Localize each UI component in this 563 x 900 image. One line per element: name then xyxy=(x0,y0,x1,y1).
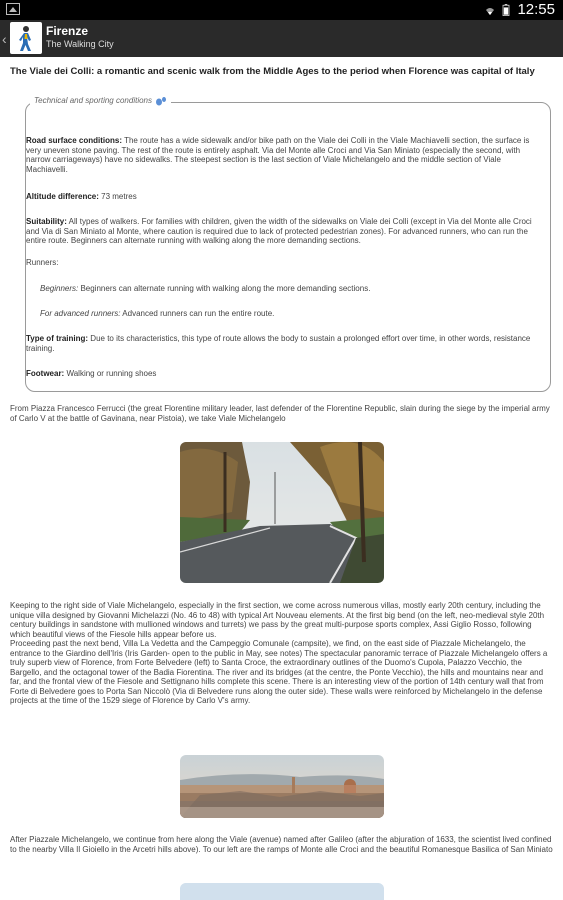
wifi-icon xyxy=(485,4,495,16)
article-heading: The Viale dei Colli: a romantic and scenic walk from the Middle Ages to the period when Florence was capital of Italy xyxy=(10,66,535,77)
image-notification-icon xyxy=(6,3,20,15)
panorama-photo xyxy=(180,755,384,818)
app-subtitle: The Walking City xyxy=(46,39,114,49)
training-paragraph xyxy=(26,334,543,353)
road-surface-label: Road surface conditions: xyxy=(26,136,123,145)
road-surface-text: The route has a wide sidewalk and/or bike path on the Viale dei Colli in the Viale Machiavelli section, the surface is very uneven stone paving. The rest of the route is entirely asphalt. Via del Monte alle Croci and Via San Miniato (especially the second, with narrow carriageways) have no sidewalks. The steepest section is the last section of Viale Michelangelo and the middle section of Viale Machiavelli. xyxy=(26,136,530,174)
battery-icon xyxy=(501,4,511,16)
footwear-label: Footwear: xyxy=(26,369,65,378)
training-label: Type of training: xyxy=(26,334,89,343)
altitude-label: Altitude difference: xyxy=(26,192,99,201)
altitude-text: 73 metres xyxy=(98,192,137,201)
footwear-text: Walking or running shoes xyxy=(64,369,157,378)
road-surface-paragraph xyxy=(26,136,543,174)
article-content[interactable] xyxy=(0,57,563,900)
footprint-icon xyxy=(155,96,167,106)
status-bar xyxy=(0,0,563,20)
advanced-label: For advanced runners: xyxy=(40,309,121,318)
altitude-paragraph xyxy=(26,192,543,202)
galileo-paragraph: After Piazzale Michelangelo, we continue from here along the Viale (avenue) named after Galileo (after the abjuration of 1633, the scientist lived confined to the nearby Villa Il Gioiello in the Arcetri hills above). To our left are the ramps of Monte alle Croci and the beautiful Romanesque Basilica of San Miniato xyxy=(10,835,553,854)
legend-text: Technical and sporting conditions xyxy=(34,96,153,105)
clock: 12:55 xyxy=(517,1,555,18)
suitability-paragraph xyxy=(26,217,543,246)
beginners-label: Beginners: xyxy=(40,284,79,293)
advanced-paragraph xyxy=(40,309,540,319)
villas-paragraph: Keeping to the right side of Viale Michelangelo, especially in the first section, we come across numerous villas, mostly early 20th century, including the unique villa designed by Giovanni Michelazzi (No. 46 to 48) with typical Art Nouveau elements. At the first big bend (on the left, neo-medieval style 20th century buildings in sandstone with mullioned windows and turrets) we pass by the great multi-purpose sports complex, Assi Giglio Rosso, following which beautiful views of the Fiesole hills appear before us. Proceeding past the next bend, Villa La Vedetta and the Campeggio Comunale (campsite), we find, on the east side of Piazzale Michelangelo, the entrance to the Giardino dell'Iris (Iris Garden- open to the public in May, see notes) The spectacular panoramic terrace of Piazzale Michelangelo offers a truly superb view of Florence, from Forte Belvedere (left) to Santa Croce, the extraordinary outlines of the Duomo's Cupola, Palazzo Vecchio, the Bargello, and the octagonal tower of the Badia Fiorentina. The river and its bridges (at the centre, the Ponte Vecchio), the hills and mountains near and far, and the frontal view of the Fiesole and Settignano hills complete this scene. There is an interesting view of the portion of 14th century wall that from Forte di Belvedere goes to Porta San Niccolò (Via di Belvedere runs along the outer side). These walls were reinforced by Michelangelo in the defense projects at the time of the 1529 siege of Florence by Carlo V's army. xyxy=(10,601,548,705)
suitability-label: Suitability: xyxy=(26,217,67,226)
advanced-text: Advanced runners can run the entire route. xyxy=(120,309,275,318)
intro-paragraph: From Piazza Francesco Ferrucci (the great Florentine military leader, last defender of the Florentine Republic, slain during the siege by the imperial army of Carlo V at the battle of Gavinana, near Pistoia), we take Viale Michelangelo xyxy=(10,404,550,423)
beginners-paragraph xyxy=(40,284,540,294)
walking-city-logo[interactable] xyxy=(10,22,42,54)
next-photo xyxy=(180,883,384,900)
runners-line: Runners: xyxy=(26,258,59,267)
beginners-text: Beginners can alternate running with walking along the more demanding sections. xyxy=(78,284,371,293)
technical-conditions-legend xyxy=(30,95,171,107)
back-icon[interactable]: ‹ xyxy=(2,31,7,47)
suitability-text: All types of walkers. For families with children, given the width of the sidewalks on Viale dei Colli (except in Via del Monte alle Croci and Via di San Miniato al Monte, where caution is required due to lack of protected pedestrian zones). For advanced runners, who can run the entire route. Beginners can alternate running with walking along the more demanding sections. xyxy=(26,217,532,245)
training-text: Due to its characteristics, this type of route allows the body to sustain a prolonged effort over time, in other words, resistance training. xyxy=(26,334,531,353)
app-title: Firenze xyxy=(46,24,89,38)
footwear-paragraph xyxy=(26,369,543,379)
action-bar xyxy=(0,20,563,57)
status-right xyxy=(485,1,555,19)
technical-conditions-box xyxy=(25,102,551,392)
viale-michelangelo-photo xyxy=(180,442,384,583)
app-title-block xyxy=(46,24,114,50)
